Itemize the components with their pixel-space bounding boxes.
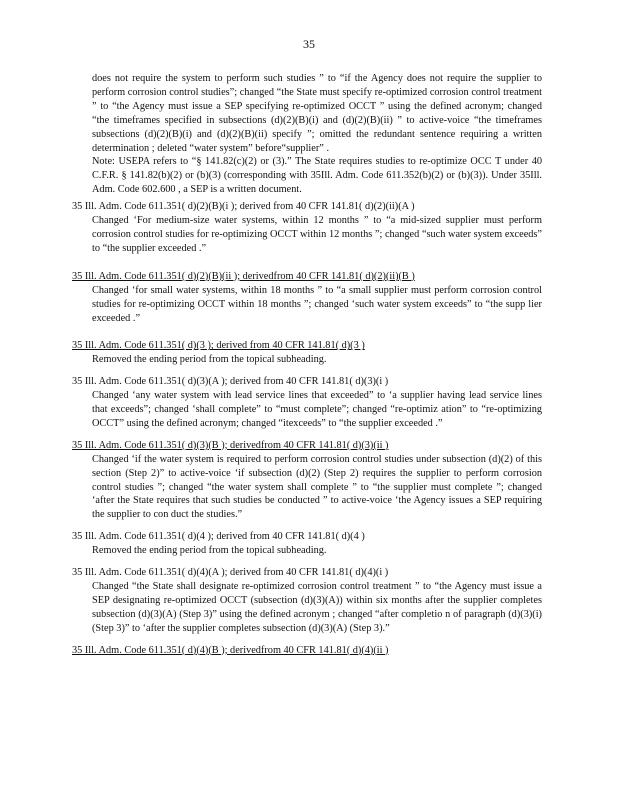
entry-heading: 35 Ill. Adm. Code 611.351( d)(3)(B ); derivedfrom 40 CFR 141.81( d)(3)(ii ) bbox=[72, 439, 389, 451]
entry-heading: 35 Ill. Adm. Code 611.351( d)(3)(A ); derived from 40 CFR 141.81( d)(3)(i ) bbox=[72, 376, 389, 388]
continuation-text: does not require the system to perform such studies ” to “if the Agency does not require the supplier to perform corrosion control studies”; changed “the State must specify re-optimized corrosion control treatment ” to “the Agency must issue a SEP specifying re-optimized OCCT ” using the defined acronym; changed “the timeframes specified in subsections (d)(2)(B)(i) and (d)(2)(B)(ii) ” to active-voice “the timeframes subsections (d)(2)(B)(i) and (d)(2)(B)(ii) specify ”; omitted the redundant sentence requiring a written determination ; deleted “water system” before“supplier” . bbox=[92, 73, 542, 154]
entry-d2Bii bbox=[72, 270, 542, 326]
entry-d4B bbox=[72, 644, 542, 658]
entry-body: Changed ‘any water system with lead service lines that exceeded” to ‘a supplier having lead service lines that exceeds”; changed ‘shall complete” to “must complete”; changed “re-optimiz ation” to “re-optimizing OCCT” using the defined acronym; changed “itexceeds” to “the supplier exceeded .” bbox=[92, 390, 542, 429]
document-body bbox=[72, 72, 542, 658]
entry-heading: 35 Ill. Adm. Code 611.351( d)(2)(B)(i ); derived from 40 CFR 141.81( d)(2)(ii)(A ) bbox=[72, 201, 415, 213]
entry-body: Removed the ending period from the topical subheading. bbox=[92, 545, 327, 557]
entry-heading: 35 Ill. Adm. Code 611.351( d)(4)(A ); derived from 40 CFR 141.81( d)(4)(i ) bbox=[72, 567, 389, 579]
usepa-note: Note: USEPA refers to “§ 141.82(c)(2) or (3).” The State requires studies to re-optimize OCC T under 40 C.F.R. § 141.82(b)(2) or (b)(3) (corresponding with 35Ill. Adm. Code 611.352(b)(2) or (b)(3)). Under 35Ill. Adm. Code 602.600 , a SEP is a written document. bbox=[92, 156, 542, 196]
entry-heading: 35 Ill. Adm. Code 611.351( d)(2)(B)(ii ); derivedfrom 40 CFR 141.81( d)(2)(ii)(B ) bbox=[72, 270, 415, 282]
entry-body: Changed ‘For medium-size water systems, within 12 months ” to “a mid-sized supplier must perform corrosion control studies for re-optimizing OCCT within 12 months ”; changed “such water system exceeds” to “the supplier exceeded .” bbox=[92, 215, 542, 254]
entry-d3 bbox=[72, 339, 542, 367]
entry-body: Changed “the State shall designate re-optimized corrosion control treatment ” to “the Agency must issue a SEP designating re-optimized OCCT (subsection (d)(3)(A)) within six months after the supplier completes subsection (d)(3)(A) (Step 3)” using the defined acronym ; changed “after completio n of paragraph (d)(3)(i) (Step 3)” to ‘after the supplier completes subsection (d)(3)(A) (Step 3).” bbox=[92, 581, 542, 634]
entry-body: Removed the ending period from the topical subheading. bbox=[92, 354, 327, 366]
entry-heading: 35 Ill. Adm. Code 611.351( d)(4 ); derived from 40 CFR 141.81( d)(4 ) bbox=[72, 531, 365, 543]
entry-heading: 35 Ill. Adm. Code 611.351( d)(4)(B ); derivedfrom 40 CFR 141.81( d)(4)(ii ) bbox=[72, 644, 389, 656]
entry-d4A bbox=[72, 566, 542, 636]
entry-d3A bbox=[72, 375, 542, 431]
entry-d3B bbox=[72, 439, 542, 522]
entry-body: Changed ‘for small water systems, within 18 months ” to “a small supplier must perform corrosion control studies for re-optimizing OCCT within 18 months ”; changed ‘such water system exceeds” to “the supp lier exceeded .” bbox=[92, 284, 542, 324]
continuation-paragraph bbox=[92, 72, 542, 197]
entry-d4 bbox=[72, 530, 542, 558]
entry-d2Bi bbox=[72, 200, 542, 256]
page-number: 35 bbox=[303, 37, 315, 51]
entry-body: Changed ‘if the water system is required to perform corrosion control studies under subsection (d)(2) of this section (Step 2)” to active-voice ‘if subsection (d)(2) (Step 2) requires the supplier to perform corrosion control studies ”; changed “the water system shall complete ” to “the supplier must complete ”; changed ‘after the State requires that such studies be conducted ” to active-voice ‘the Agency issues a SEP requiring the supplier to con duct the studies.” bbox=[92, 453, 542, 521]
entry-heading: 35 Ill. Adm. Code 611.351( d)(3 ); derived from 40 CFR 141.81( d)(3 ) bbox=[72, 340, 365, 352]
